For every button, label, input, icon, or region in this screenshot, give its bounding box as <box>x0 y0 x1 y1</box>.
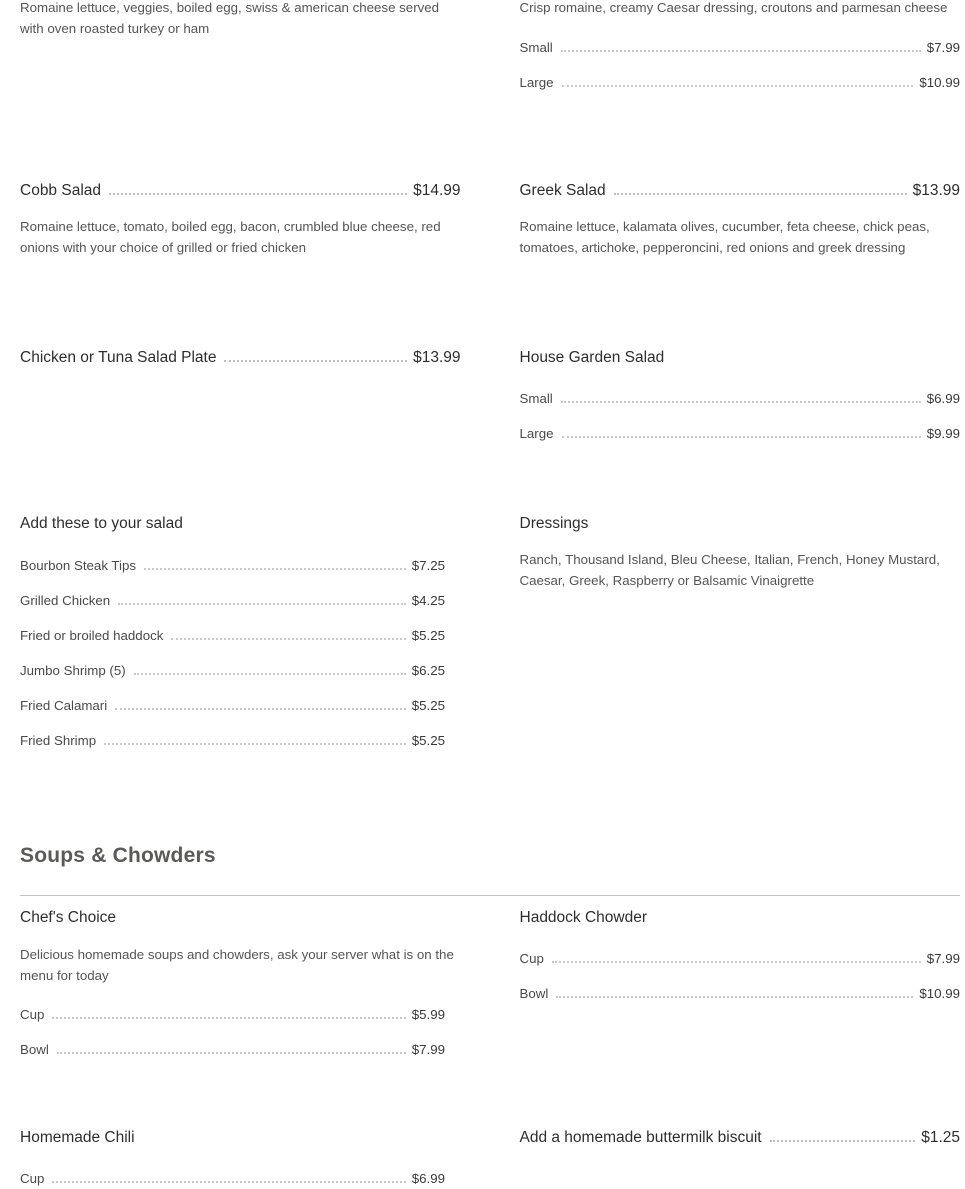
house-garden-small-label: Small <box>519 391 553 406</box>
house-garden-salad-name: House Garden Salad <box>519 349 665 366</box>
addon-name: Bourbon Steak Tips <box>20 558 137 573</box>
cobb-salad-item <box>20 181 461 258</box>
salad-addons-title: Add these to your salad <box>20 515 183 532</box>
greek-salad-description: Romaine lettuce, kalamata olives, cucumber, feta cheese, chick peas, tomatoes, artichoke, pepperoncini, red onions and greek dressing <box>519 219 930 255</box>
dot-leader <box>57 1051 406 1054</box>
chefs-choice-cup-label: Cup <box>20 1007 45 1022</box>
soups-row-one <box>20 908 960 1060</box>
haddock-chowder-bowl-row <box>520 984 961 1004</box>
top-left-column <box>20 0 461 93</box>
homemade-chili-item <box>20 1128 461 1189</box>
haddock-chowder-cup-price: $7.99 <box>926 951 960 966</box>
addon-row <box>20 556 445 576</box>
addon-row <box>20 731 445 751</box>
cobb-salad-name: Cobb Salad <box>20 182 102 199</box>
dressings-title: Dressings <box>519 515 589 532</box>
chefs-choice-description: Delicious homemade soups and chowders, ask your server what is on the menu for today <box>20 947 454 983</box>
haddock-chowder-name: Haddock Chowder <box>519 909 648 926</box>
soups-section-divider <box>20 895 960 896</box>
addon-name: Fried or broiled haddock <box>20 628 164 643</box>
addon-name: Jumbo Shrimp (5) <box>20 663 126 678</box>
dot-leader <box>562 84 914 87</box>
soups-section-title: Soups & Chowders <box>20 844 216 867</box>
addon-price: $6.25 <box>411 663 445 678</box>
addon-name: Fried Shrimp <box>20 733 97 748</box>
addon-price: $7.25 <box>411 558 445 573</box>
chicken-tuna-plate-name: Chicken or Tuna Salad Plate <box>20 349 217 366</box>
house-garden-large-label: Large <box>519 426 554 441</box>
addon-name: Grilled Chicken <box>20 593 111 608</box>
dot-leader <box>118 602 406 605</box>
house-garden-small-price: $6.99 <box>926 391 960 406</box>
dot-leader <box>171 637 405 640</box>
dot-leader <box>115 707 406 710</box>
dot-leader <box>562 435 921 438</box>
dot-leader <box>109 192 407 195</box>
plate-garden-row <box>20 348 960 444</box>
haddock-chowder-bowl-price: $10.99 <box>919 986 960 1001</box>
addon-row <box>20 626 445 646</box>
soups-row-two <box>20 1128 960 1189</box>
dot-leader <box>134 672 406 675</box>
turkey-salad-description: Romaine lettuce, veggies, boiled egg, swiss & american cheese served with oven roasted turkey or ham <box>20 0 440 36</box>
caesar-large-price: $10.99 <box>919 74 960 90</box>
addon-price: $5.25 <box>411 628 445 643</box>
top-partial-row <box>20 0 960 93</box>
cobb-salad-price: $14.99 <box>413 182 461 199</box>
haddock-chowder-cup-label: Cup <box>519 951 544 966</box>
dressings-description: Ranch, Thousand Island, Bleu Cheese, Italian, French, Honey Mustard, Caesar, Greek, Raspberry or Balsamic Vinaigrette <box>519 552 940 588</box>
house-garden-salad-item <box>520 348 961 444</box>
house-garden-large-price: $9.99 <box>926 426 960 441</box>
chefs-choice-name: Chef's Choice <box>20 909 117 926</box>
caesar-small-price: $7.99 <box>926 39 960 55</box>
buttermilk-biscuit-name: Add a homemade buttermilk biscuit <box>519 1129 762 1146</box>
caesar-small-row <box>520 38 961 58</box>
dot-leader <box>561 400 921 403</box>
dot-leader <box>104 742 406 745</box>
caesar-large-row <box>520 73 961 93</box>
cobb-salad-description: Romaine lettuce, tomato, boiled egg, bacon, crumbled blue cheese, red onions with your choice of grilled or fried chicken <box>20 219 441 255</box>
addon-row <box>20 591 445 611</box>
addon-row <box>20 661 445 681</box>
addon-price: $5.25 <box>411 698 445 713</box>
dot-leader <box>614 192 907 195</box>
greek-salad-name: Greek Salad <box>519 182 606 199</box>
caesar-large-label: Large <box>519 74 554 90</box>
dot-leader <box>552 960 921 963</box>
haddock-chowder-item <box>520 908 961 1060</box>
chefs-choice-item <box>20 908 461 1060</box>
buttermilk-biscuit-item <box>520 1128 961 1189</box>
addons-dressings-row <box>20 514 960 751</box>
dot-leader <box>224 359 407 362</box>
dot-leader <box>556 995 913 998</box>
house-garden-small-row <box>520 389 961 409</box>
homemade-chili-cup-price: $6.99 <box>411 1171 445 1186</box>
chefs-choice-bowl-row <box>20 1040 445 1060</box>
buttermilk-biscuit-price: $1.25 <box>921 1129 960 1146</box>
dot-leader <box>561 49 921 52</box>
dot-leader <box>144 567 406 570</box>
dot-leader <box>52 1180 405 1183</box>
dot-leader <box>52 1016 405 1019</box>
chicken-tuna-plate-price: $13.99 <box>413 349 461 366</box>
house-garden-large-row <box>520 424 961 444</box>
addon-row <box>20 696 445 716</box>
chefs-choice-bowl-price: $7.99 <box>411 1042 445 1057</box>
dressings-block <box>520 514 961 751</box>
addon-price: $4.25 <box>411 593 445 608</box>
greek-salad-price: $13.99 <box>912 182 960 199</box>
top-right-column <box>520 0 961 93</box>
chefs-choice-cup-price: $5.99 <box>411 1007 445 1022</box>
cobb-greek-row <box>20 181 960 258</box>
haddock-chowder-bowl-label: Bowl <box>519 986 549 1001</box>
chicken-tuna-plate-item <box>20 348 461 444</box>
homemade-chili-name: Homemade Chili <box>20 1129 135 1146</box>
addon-price: $5.25 <box>411 733 445 748</box>
chefs-choice-cup-row <box>20 1005 445 1025</box>
addon-name: Fried Calamari <box>20 698 108 713</box>
chefs-choice-bowl-label: Bowl <box>20 1042 49 1057</box>
caesar-small-label: Small <box>519 39 553 55</box>
dot-leader <box>770 1139 916 1142</box>
caesar-salad-description: Crisp romaine, creamy Caesar dressing, croutons and parmesan cheese <box>519 0 948 15</box>
greek-salad-item <box>520 181 961 258</box>
salad-addons-block <box>20 514 461 751</box>
homemade-chili-cup-row <box>20 1169 445 1189</box>
haddock-chowder-cup-row <box>520 949 961 969</box>
homemade-chili-cup-label: Cup <box>20 1171 45 1186</box>
